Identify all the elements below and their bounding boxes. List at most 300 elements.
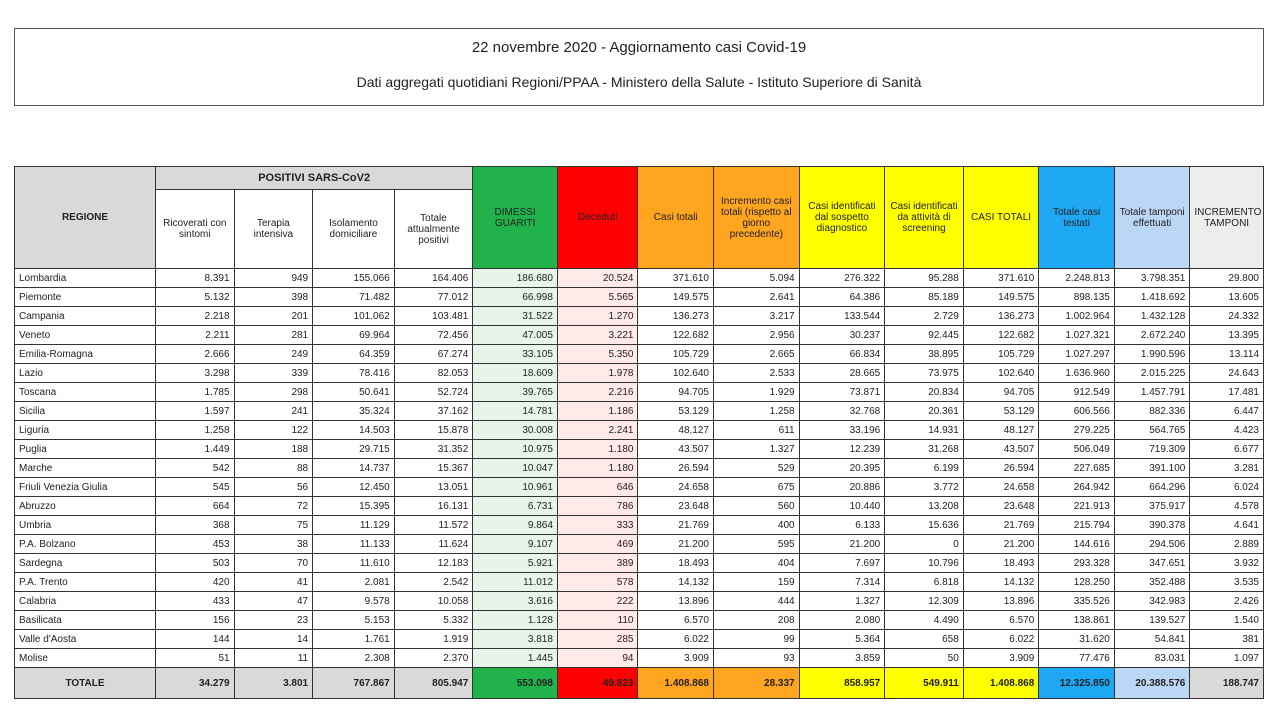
table-cell: 2.889	[1190, 535, 1264, 554]
table-cell: 389	[557, 554, 638, 573]
table-row	[15, 630, 1264, 649]
table-cell: 20.886	[799, 478, 885, 497]
table-cell: 23.648	[963, 497, 1039, 516]
table-cell: 368	[156, 516, 235, 535]
total-cell: 12.325.850	[1039, 668, 1115, 699]
table-row	[15, 345, 1264, 364]
cell-region: Valle d'Aosta	[15, 630, 156, 649]
header-positivi-group: POSITIVI SARS-CoV2	[156, 167, 473, 190]
table-cell: 16.131	[394, 497, 473, 516]
table-cell: 64.359	[313, 345, 395, 364]
table-cell: 12.309	[885, 592, 964, 611]
table-cell: 20.361	[885, 402, 964, 421]
table-cell: 2.533	[714, 364, 800, 383]
table-cell: 335.526	[1039, 592, 1115, 611]
table-cell: 13.051	[394, 478, 473, 497]
table-cell: 43.507	[963, 440, 1039, 459]
table-cell: 12.450	[313, 478, 395, 497]
cell-region: Calabria	[15, 592, 156, 611]
table-cell: 94.705	[963, 383, 1039, 402]
table-cell: 38	[234, 535, 313, 554]
table-row	[15, 440, 1264, 459]
table-cell: 1.761	[313, 630, 395, 649]
table-cell: 18.493	[963, 554, 1039, 573]
table-cell: 400	[714, 516, 800, 535]
table-cell: 293.328	[1039, 554, 1115, 573]
header-dimessi-guariti: DIMESSI GUARITI	[473, 167, 558, 269]
table-cell: 3.217	[714, 307, 800, 326]
total-cell: 20.388.576	[1114, 668, 1190, 699]
table-cell: 719.309	[1114, 440, 1190, 459]
table-cell: 73.871	[799, 383, 885, 402]
table-cell: 3.859	[799, 649, 885, 668]
table-row	[15, 326, 1264, 345]
table-cell: 606.566	[1039, 402, 1115, 421]
table-cell: 21.769	[963, 516, 1039, 535]
table-cell: 208	[714, 611, 800, 630]
table-cell: 10.796	[885, 554, 964, 573]
table-cell: 3.281	[1190, 459, 1264, 478]
table-cell: 1.327	[799, 592, 885, 611]
table-cell: 347.651	[1114, 554, 1190, 573]
table-cell: 70	[234, 554, 313, 573]
table-cell: 26.594	[638, 459, 714, 478]
table-cell: 285	[557, 630, 638, 649]
table-cell: 529	[714, 459, 800, 478]
table-cell: 5.364	[799, 630, 885, 649]
table-cell: 31.352	[394, 440, 473, 459]
table-cell: 2.241	[557, 421, 638, 440]
table-cell: 2.080	[799, 611, 885, 630]
table-cell: 227.685	[1039, 459, 1115, 478]
table-cell: 1.445	[473, 649, 558, 668]
table-cell: 21.769	[638, 516, 714, 535]
table-cell: 67.274	[394, 345, 473, 364]
table-cell: 122.682	[638, 326, 714, 345]
table-cell: 542	[156, 459, 235, 478]
table-cell: 503	[156, 554, 235, 573]
total-cell: 49.823	[557, 668, 638, 699]
header-deceduti: Deceduti	[557, 167, 638, 269]
table-cell: 5.332	[394, 611, 473, 630]
table-cell: 5.132	[156, 288, 235, 307]
table-cell: 1.990.596	[1114, 345, 1190, 364]
table-cell: 222	[557, 592, 638, 611]
total-cell: 553.098	[473, 668, 558, 699]
table-cell: 1.258	[714, 402, 800, 421]
table-cell: 15.878	[394, 421, 473, 440]
table-cell: 469	[557, 535, 638, 554]
table-cell: 8.391	[156, 269, 235, 288]
table-cell: 0	[885, 535, 964, 554]
cell-region: Puglia	[15, 440, 156, 459]
total-cell: 34.279	[156, 668, 235, 699]
table-cell: 339	[234, 364, 313, 383]
table-cell: 9.864	[473, 516, 558, 535]
table-cell: 26.594	[963, 459, 1039, 478]
table-cell: 155.066	[313, 269, 395, 288]
table-cell: 1.636.960	[1039, 364, 1115, 383]
table-row	[15, 364, 1264, 383]
table-cell: 73.975	[885, 364, 964, 383]
table-cell: 1.432.128	[1114, 307, 1190, 326]
table-cell: 35.324	[313, 402, 395, 421]
table-cell: 2.956	[714, 326, 800, 345]
table-cell: 6.677	[1190, 440, 1264, 459]
header-incremento-casi: Incremento casi totali (rispetto al giorno precedente)	[714, 167, 800, 269]
table-cell: 37.162	[394, 402, 473, 421]
total-cell: 3.801	[234, 668, 313, 699]
header-casi-sospetto: Casi identificati dal sospetto diagnostico	[799, 167, 885, 269]
header-totale-tamponi: Totale tamponi effettuati	[1114, 167, 1190, 269]
table-cell: 105.729	[638, 345, 714, 364]
table-cell: 3.932	[1190, 554, 1264, 573]
table-cell: 33.105	[473, 345, 558, 364]
report-header	[14, 28, 1264, 106]
table-cell: 103.481	[394, 307, 473, 326]
table-cell: 85.189	[885, 288, 964, 307]
table-cell: 50.641	[313, 383, 395, 402]
table-cell: 41	[234, 573, 313, 592]
table-cell: 15.636	[885, 516, 964, 535]
table-cell: 1.002.964	[1039, 307, 1115, 326]
table-row	[15, 421, 1264, 440]
table-cell: 2.218	[156, 307, 235, 326]
table-cell: 11.610	[313, 554, 395, 573]
table-cell: 3.616	[473, 592, 558, 611]
table-cell: 1.128	[473, 611, 558, 630]
table-cell: 94.705	[638, 383, 714, 402]
cell-region: Lombardia	[15, 269, 156, 288]
cell-region: Abruzzo	[15, 497, 156, 516]
table-cell: 1.919	[394, 630, 473, 649]
table-cell: 3.909	[638, 649, 714, 668]
table-cell: 9.578	[313, 592, 395, 611]
table-cell: 1.027.321	[1039, 326, 1115, 345]
table-cell: 611	[714, 421, 800, 440]
table-cell: 156	[156, 611, 235, 630]
table-cell: 5.094	[714, 269, 800, 288]
table-cell: 371.610	[963, 269, 1039, 288]
table-cell: 83.031	[1114, 649, 1190, 668]
table-cell: 882.336	[1114, 402, 1190, 421]
table-cell: 29.800	[1190, 269, 1264, 288]
table-cell: 31.620	[1039, 630, 1115, 649]
table-cell: 10.440	[799, 497, 885, 516]
table-cell: 14.503	[313, 421, 395, 440]
table-cell: 5.921	[473, 554, 558, 573]
table-cell: 149.575	[638, 288, 714, 307]
table-cell: 342.983	[1114, 592, 1190, 611]
cell-region: Sicilia	[15, 402, 156, 421]
table-cell: 1.186	[557, 402, 638, 421]
table-cell: 21.200	[638, 535, 714, 554]
table-row	[15, 573, 1264, 592]
table-cell: 560	[714, 497, 800, 516]
table-cell: 1.785	[156, 383, 235, 402]
table-row	[15, 383, 1264, 402]
table-cell: 6.570	[963, 611, 1039, 630]
cell-region: Marche	[15, 459, 156, 478]
table-cell: 149.575	[963, 288, 1039, 307]
table-cell: 1.540	[1190, 611, 1264, 630]
table-cell: 2.216	[557, 383, 638, 402]
table-cell: 201	[234, 307, 313, 326]
cell-region: Liguria	[15, 421, 156, 440]
table-cell: 47.005	[473, 326, 558, 345]
table-cell: 1.597	[156, 402, 235, 421]
table-cell: 3.221	[557, 326, 638, 345]
table-row	[15, 611, 1264, 630]
table-cell: 99	[714, 630, 800, 649]
table-cell: 13.208	[885, 497, 964, 516]
table-cell: 1.097	[1190, 649, 1264, 668]
table-cell: 2.015.225	[1114, 364, 1190, 383]
table-cell: 92.445	[885, 326, 964, 345]
cell-region: Campania	[15, 307, 156, 326]
table-cell: 164.406	[394, 269, 473, 288]
table-cell: 144.616	[1039, 535, 1115, 554]
table-cell: 133.544	[799, 307, 885, 326]
table-cell: 12.183	[394, 554, 473, 573]
table-cell: 31.268	[885, 440, 964, 459]
table-row	[15, 459, 1264, 478]
table-cell: 15.395	[313, 497, 395, 516]
cell-region: Molise	[15, 649, 156, 668]
table-cell: 53.129	[638, 402, 714, 421]
table-cell: 375.917	[1114, 497, 1190, 516]
table-cell: 249	[234, 345, 313, 364]
table-cell: 595	[714, 535, 800, 554]
table-cell: 66.834	[799, 345, 885, 364]
table-cell: 95.288	[885, 269, 964, 288]
table-cell: 128.250	[1039, 573, 1115, 592]
table-cell: 664.296	[1114, 478, 1190, 497]
table-cell: 50	[885, 649, 964, 668]
table-cell: 381	[1190, 630, 1264, 649]
table-row	[15, 402, 1264, 421]
table-cell: 420	[156, 573, 235, 592]
table-cell: 294.506	[1114, 535, 1190, 554]
table-cell: 64.386	[799, 288, 885, 307]
table-cell: 69.964	[313, 326, 395, 345]
table-cell: 352.488	[1114, 573, 1190, 592]
table-cell: 281	[234, 326, 313, 345]
table-row	[15, 554, 1264, 573]
table-cell: 23	[234, 611, 313, 630]
header-terapia-intensiva: Terapia intensiva	[234, 190, 313, 269]
table-cell: 2.672.240	[1114, 326, 1190, 345]
table-cell: 6.570	[638, 611, 714, 630]
table-cell: 786	[557, 497, 638, 516]
table-cell: 5.153	[313, 611, 395, 630]
header-casi-screening: Casi identificati da attività di screening	[885, 167, 964, 269]
table-cell: 7.314	[799, 573, 885, 592]
table-cell: 241	[234, 402, 313, 421]
table-cell: 453	[156, 535, 235, 554]
cell-region: Umbria	[15, 516, 156, 535]
table-cell: 12.239	[799, 440, 885, 459]
table-cell: 39.765	[473, 383, 558, 402]
table-cell: 101.062	[313, 307, 395, 326]
table-cell: 28.665	[799, 364, 885, 383]
table-cell: 6.133	[799, 516, 885, 535]
table-cell: 4.641	[1190, 516, 1264, 535]
cell-region: Friuli Venezia Giulia	[15, 478, 156, 497]
table-cell: 53.129	[963, 402, 1039, 421]
table-cell: 675	[714, 478, 800, 497]
table-cell: 75	[234, 516, 313, 535]
table-cell: 10.047	[473, 459, 558, 478]
table-cell: 14.737	[313, 459, 395, 478]
table-cell: 3.298	[156, 364, 235, 383]
table-cell: 545	[156, 478, 235, 497]
table-cell: 71.482	[313, 288, 395, 307]
table-cell: 264.942	[1039, 478, 1115, 497]
table-cell: 6.022	[638, 630, 714, 649]
table-cell: 664	[156, 497, 235, 516]
table-cell: 433	[156, 592, 235, 611]
table-cell: 404	[714, 554, 800, 573]
table-cell: 72.456	[394, 326, 473, 345]
table-cell: 398	[234, 288, 313, 307]
cell-region: Emilia-Romagna	[15, 345, 156, 364]
table-cell: 4.578	[1190, 497, 1264, 516]
table-cell: 1.327	[714, 440, 800, 459]
table-cell: 1.418.692	[1114, 288, 1190, 307]
total-cell: 805.947	[394, 668, 473, 699]
table-cell: 33.196	[799, 421, 885, 440]
table-cell: 2.248.813	[1039, 269, 1115, 288]
header-incremento-tamponi: INCREMENTO TAMPONI	[1190, 167, 1264, 269]
table-cell: 14.931	[885, 421, 964, 440]
table-cell: 11.012	[473, 573, 558, 592]
table-cell: 48.127	[963, 421, 1039, 440]
cell-region: P.A. Bolzano	[15, 535, 156, 554]
table-cell: 4.423	[1190, 421, 1264, 440]
table-cell: 13.395	[1190, 326, 1264, 345]
table-cell: 2.665	[714, 345, 800, 364]
table-cell: 2.370	[394, 649, 473, 668]
table-row	[15, 535, 1264, 554]
header-totale-casi-testati: Totale casi testati	[1039, 167, 1115, 269]
table-cell: 20.524	[557, 269, 638, 288]
header-regione: REGIONE	[15, 167, 156, 269]
table-cell: 5.350	[557, 345, 638, 364]
table-cell: 10.975	[473, 440, 558, 459]
table-cell: 898.135	[1039, 288, 1115, 307]
table-cell: 4.490	[885, 611, 964, 630]
table-row	[15, 592, 1264, 611]
table-row	[15, 497, 1264, 516]
table-cell: 1.457.791	[1114, 383, 1190, 402]
table-cell: 188	[234, 440, 313, 459]
table-cell: 122.682	[963, 326, 1039, 345]
table-cell: 2.542	[394, 573, 473, 592]
table-cell: 29.715	[313, 440, 395, 459]
header-ricoverati: Ricoverati con sintomi	[156, 190, 235, 269]
table-cell: 276.322	[799, 269, 885, 288]
table-cell: 2.308	[313, 649, 395, 668]
table-cell: 2.081	[313, 573, 395, 592]
table-cell: 221.913	[1039, 497, 1115, 516]
table-cell: 13.896	[963, 592, 1039, 611]
table-cell: 72	[234, 497, 313, 516]
cell-region: Sardegna	[15, 554, 156, 573]
total-row	[15, 668, 1264, 699]
table-cell: 30.008	[473, 421, 558, 440]
table-row	[15, 288, 1264, 307]
table-cell: 1.929	[714, 383, 800, 402]
total-cell: 28.337	[714, 668, 800, 699]
table-cell: 24.332	[1190, 307, 1264, 326]
table-cell: 38.895	[885, 345, 964, 364]
table-cell: 11.129	[313, 516, 395, 535]
report-title: 22 novembre 2020 - Aggiornamento casi Covid-19	[471, 39, 807, 56]
table-row	[15, 307, 1264, 326]
total-cell: 858.957	[799, 668, 885, 699]
table-cell: 138.861	[1039, 611, 1115, 630]
cell-region: P.A. Trento	[15, 573, 156, 592]
table-cell: 31.522	[473, 307, 558, 326]
table-cell: 391.100	[1114, 459, 1190, 478]
table-cell: 333	[557, 516, 638, 535]
cell-region: Toscana	[15, 383, 156, 402]
table-cell: 11.624	[394, 535, 473, 554]
table-cell: 93	[714, 649, 800, 668]
table-cell: 102.640	[638, 364, 714, 383]
table-cell: 298	[234, 383, 313, 402]
cell-region: Piemonte	[15, 288, 156, 307]
table-cell: 24.658	[638, 478, 714, 497]
table-cell: 136.273	[963, 307, 1039, 326]
table-cell: 21.200	[963, 535, 1039, 554]
table-cell: 88	[234, 459, 313, 478]
table-cell: 6.024	[1190, 478, 1264, 497]
table-cell: 3.909	[963, 649, 1039, 668]
table-cell: 52.724	[394, 383, 473, 402]
total-cell: 1.408.868	[638, 668, 714, 699]
table-cell: 122	[234, 421, 313, 440]
report-subtitle: Dati aggregati quotidiani Regioni/PPAA - Ministero della Salute - Istituto Superiore di Sanità	[356, 74, 922, 90]
table-cell: 646	[557, 478, 638, 497]
table-cell: 6.022	[963, 630, 1039, 649]
table-cell: 43.507	[638, 440, 714, 459]
table-cell: 215.794	[1039, 516, 1115, 535]
table-cell: 139.527	[1114, 611, 1190, 630]
table-cell: 390.378	[1114, 516, 1190, 535]
table-cell: 136.273	[638, 307, 714, 326]
table-cell: 3.535	[1190, 573, 1264, 592]
table-cell: 56	[234, 478, 313, 497]
table-cell: 94	[557, 649, 638, 668]
table-cell: 17.481	[1190, 383, 1264, 402]
table-cell: 1.978	[557, 364, 638, 383]
table-cell: 105.729	[963, 345, 1039, 364]
table-cell: 1.180	[557, 459, 638, 478]
table-cell: 578	[557, 573, 638, 592]
table-cell: 6.818	[885, 573, 964, 592]
table-cell: 6.731	[473, 497, 558, 516]
table-cell: 14	[234, 630, 313, 649]
table-cell: 14.132	[963, 573, 1039, 592]
table-cell: 1.027.297	[1039, 345, 1115, 364]
table-row	[15, 269, 1264, 288]
table-cell: 21.200	[799, 535, 885, 554]
table-cell: 279.225	[1039, 421, 1115, 440]
table-cell: 371.610	[638, 269, 714, 288]
table-cell: 14.132	[638, 573, 714, 592]
